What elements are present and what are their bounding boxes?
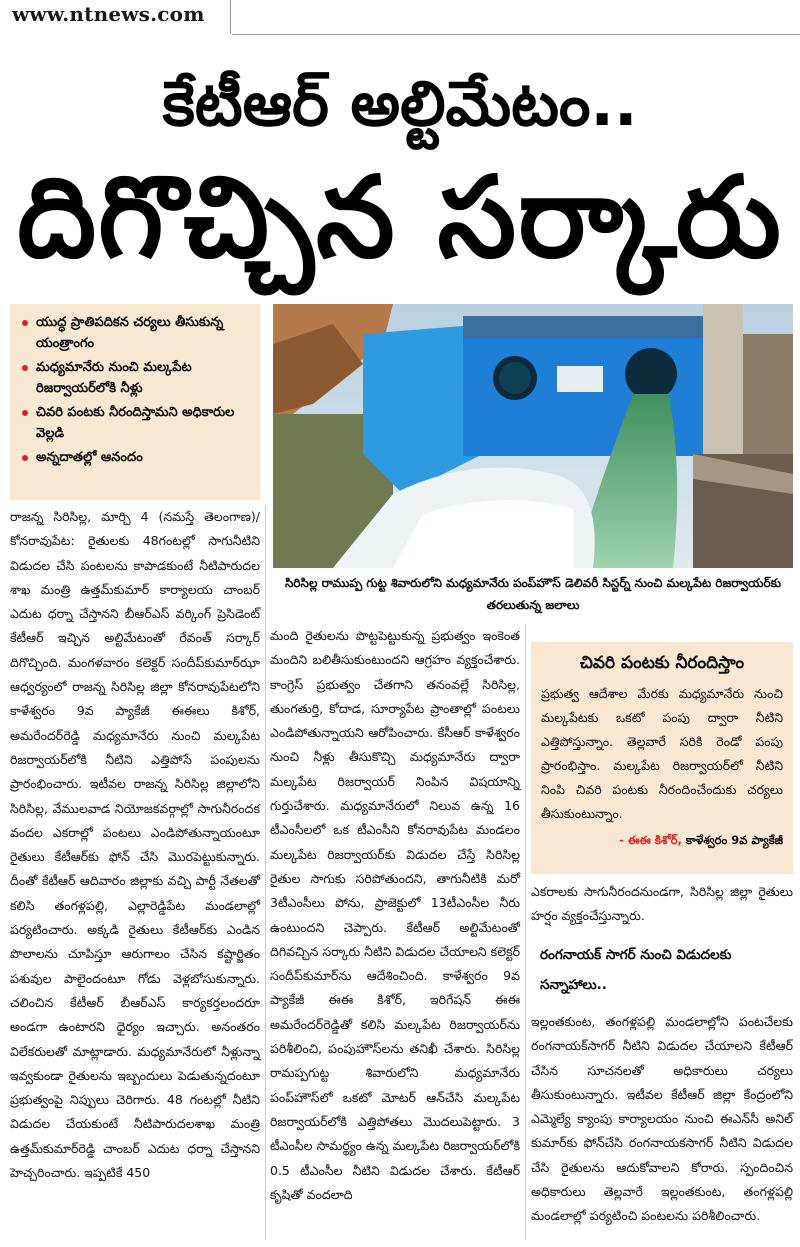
masthead-divider — [230, 0, 231, 34]
highlight-item: చివరి పంటకు నీరందిస్తామని అధికారుల వెల్లడి — [20, 402, 252, 444]
highlights-box — [10, 304, 260, 500]
bullet-icon — [22, 455, 28, 461]
column-rule — [525, 624, 526, 1240]
article-paragraph: ఇల్లంతకుంట, తంగళ్లపల్లి మండలాల్లోని పంటచేలకు రంగనాయక్‌సాగర్ నీటిని విడుదల చేయాలని కేటీఆర్ చేసిన సూచనలతో అధికారులు చర్యలు తీసుకుంటున్నారు. ఇటీవల కేటీఆర్ జిల్లా కేంద్రంలోని ఎమ్మెల్యే క్యాంపు కార్యాలయం నుంచి ఈఎన్‌సీ అనిల్ కుమార్‌కు ఫోన్‌చేసి రంగనాయకసాగర్ నీటిని విడుదల చేసి రైతులను ఆదుకోవాలని కోరారు. స్పందించిన అధికారులు తెల్లవారే ఇల్లంతకుంట, తంగళ్లపల్లి మండలాల్లో పర్యటించి పంటలను పరిశీలించారు. — [531, 1014, 793, 1224]
site-url: www.ntnews.com — [12, 2, 205, 26]
article-paragraph: మంది రైతులను పొట్టపెట్టుకున్న ప్రభుత్వం ఇంకెంత మందిని బలితీసుకుంటుందని ఆగ్రహం వ్యక్తంచేశారు. కాంగ్రెస్ ప్రభుత్వం చేతగాని తనంవల్లే సిరిసిల్ల, తుంగతుర్తి, కోదాడ, సూర్యాపేట ప్రాంతాల్లో పంటలు ఎండిపోతున్నాయని ఆరోపించారు. కేసీఆర్ కాళేశ్వరం నుంచి నీళ్లు తీసుకొచ్చి మధ్యమానేరు ద్వారా మల్కపేట రిజర్వాయర్ నింపిన విషయాన్ని గుర్తుచేశారు. మధ్యమానేరులో నిలువ ఉన్న 16 టీఎంసీలలో ఒక టీఎంసీని కోనరావుపేట మండలం మల్కపేట రిజర్వాయర్‌కు విడుదల చేస్తే సిరిసిల్ల రైతుల సాగుకు సరిపోతుందని, తాగునీటికి మరో 3టీఎంసీలు పోను, ప్రాజెక్టులో 13టీఎంసీల నీరు ఉంటుందని చెప్పారు. కేటీఆర్ అల్టిమేటంతో దిగివచ్చిన సర్కారు నీటిని విడుదల చేయాలని కలెక్టర్ సందీప్‌కుమార్‌ను ఆదేశించింది. కాళేశ్వరం 9వ ప్యాకేజీ ఈఈ కిశోర్, ఇరిగేషన్ ఈఈ అమరేందర్‌రెడ్డితో కలిసి మల్కపేట రిజర్వాయర్‌ను పరిశీలించి, పంపుహౌస్‌లను తనిఖీ చేశారు. సిరిసిల్ల రామప్పగుట్ట శివారులోని మధ్యమానేరు పంప్‌హౌస్‌లో ఒకటో మోటర్ ఆన్‌చేసి మల్కపేట రిజర్వాయర్‌లోకి ఎత్తిపోతలు మొదలుపెట్టారు. 3 టీఎంసీల సామర్థ్యం ఉన్న మల్కపేట రిజర్వాయర్‌లోకి 0.5 టీఎంసీల నీటిని విడుదల చేశారు. కేటీఆర్ కృషితో వందలాది — [270, 628, 521, 1202]
bullet-icon — [22, 365, 28, 371]
article-column-2 — [270, 624, 520, 1207]
quote-attribution — [541, 830, 783, 850]
highlight-item: మధ్యమానేరు నుంచి మల్కపేట రిజర్వాయర్‌లోకి నీళ్లు — [20, 357, 252, 399]
article-column-1 — [10, 505, 260, 1185]
headline-line-1: కేటీఆర్ అల్టిమేటం.. — [162, 67, 638, 140]
headline-line-2: దిగొచ్చిన సర్కారు — [17, 153, 783, 283]
section-subhead: రంగనాయక్ సాగర్ నుంచి విడుదలకు సన్నాహాలు.. — [540, 947, 732, 993]
highlight-item: యుద్ధ ప్రాతిపదికన చర్యలు తీసుకున్న యంత్రాంగం — [20, 312, 252, 354]
article-column-3 — [531, 1010, 793, 1229]
bullet-icon — [22, 320, 28, 326]
quote-name: - ఈఈ కిశోర్, — [619, 833, 682, 847]
quote-text: ప్రభుత్వ ఆదేశాల మేరకు మధ్యమానేరు నుంచి మల్కపేటకు ఒకటో పంపు ద్వారా నీటిని ఎత్తిపోస్తున్నాం. తెల్లవారే సరికి రెండో పంపు ప్రారంభిస్తాం. మల్కపేట రిజర్వాయర్‌లో నీటిని నింపి చివరి పంటకు నీరందించేందుకు చర్యలు తీసుకుంటున్నాం. — [541, 686, 783, 821]
photo-caption: సిరిసిల్ల రాముప్ప గుట్ట శివారులోని మధ్యమానేరు పంప్‌హౌస్ డెలివరీ సిస్టర్న్ నుంచి మల్కపేట రిజర్వాయర్‌కు తరలుతున్న జలాలు — [284, 576, 782, 612]
masthead-rule — [232, 34, 800, 35]
article-paragraph: ఎకరాలకు సాగునీరందనుండగా, సిరిసిల్ల జిల్లా రైతులు హర్షం వ్యక్తంచేస్తున్నారు. — [531, 884, 793, 924]
bullet-icon — [22, 410, 28, 416]
pumphouse-illustration — [273, 304, 793, 568]
pumphouse-photo — [273, 304, 793, 568]
column-rule — [265, 505, 266, 1240]
quote-title: చివరి పంటకు నీరందిస్తాం — [579, 653, 745, 673]
quote-role: కాళేశ్వరం 9వ ప్యాకేజీ — [681, 833, 783, 847]
article-paragraph: రాజన్న సిరిసిల్ల, మార్చి 4 (నమస్తే తెలంగాణ)/ కోనరావుపేట: రైతులకు 48గంటల్లో సాగునీటిని విడుదల చేసి పంటలను కాపాడకుంటే నీటిపారుదల శాఖ మంత్రి ఉత్తమ్‌కుమార్ కార్యాలయ చాంబర్ ఎదుట ధర్నా చేస్తానని బీఆర్‌ఎస్ వర్కింగ్ ప్రెసిడెంట్ కేటీఆర్ ఇచ్చిన అల్టిమేటంతో రేవంత్ సర్కార్ దిగొచ్చింది. మంగళవారం కలెక్టర్ సందీప్‌కుమార్‌ఝా ఆధ్వర్యంలో రాజన్న సిరిసిల్ల జిల్లా కోనరావుపేటలోని కాళేశ్వరం 9వ ప్యాకేజీ ఈఈలు కిశోర్, అమరేందర్‌రెడ్డి మధ్యమానేరు నుంచి మల్కపేట రిజర్వాయర్‌లోకి నీటిని ఎత్తిపోసే పంపులను ప్రారంభించారు. ఇటీవల రాజన్న సిరిసిల్ల జిల్లాలోని సిరిసిల్ల, వేములవాడ నియోజకవర్గాల్లో సాగునీరందక వందల ఎకరాల్లో పంటలు ఎండిపోతున్నాయంటూ రైతులు కేటీఆర్‌కు ఫోన్ చేసి మొరపెట్టుకున్నారు. దీంతో కేటీఆర్ ఆదివారం జిల్లాకు వచ్చి పార్టీ నేతలతో కలిసి తంగళ్లపల్లి, ఎల్లారెడ్డిపేట మండలాల్లో పర్యటించారు. అక్కడి రైతులు కేటీఆర్‌కు ఎండిన పొలాలను చూపిస్తూ ఆరుగాలం చేసిన కష్టార్జితం పశువుల పాలైందంటూ గోడు వెళ్లబోసుకున్నారు. చలించిన కేటీఆర్ బీఆర్‌ఎస్ కార్యకర్తలందరూ అండగా ఉంటారని ధైర్యం ఇచ్చారు. అనంతరం విలేకరులతో మాట్లాడారు. మధ్యమానేరులో నీళ్లున్నా ఇవ్వకుండా రైతులను ఇబ్బందులు పెడుతున్నదంటూ ప్రభుత్వంపై నిప్పులు చెరిగారు. 48 గంటల్లో నీటిని విడుదల చేయకుంటే నీటిపారుదలశాఖ మంత్రి ఉత్తమ్‌కుమార్‌రెడ్డి చాంబర్ ఎదుట ధర్నా చేస్తానని హెచ్చరించారు. ఇప్పటికే 450 — [10, 509, 260, 1181]
highlight-item: అన్నదాతల్లో ఆనందం — [20, 447, 252, 468]
article-column-3-tail — [531, 880, 793, 929]
quote-box — [531, 642, 793, 874]
